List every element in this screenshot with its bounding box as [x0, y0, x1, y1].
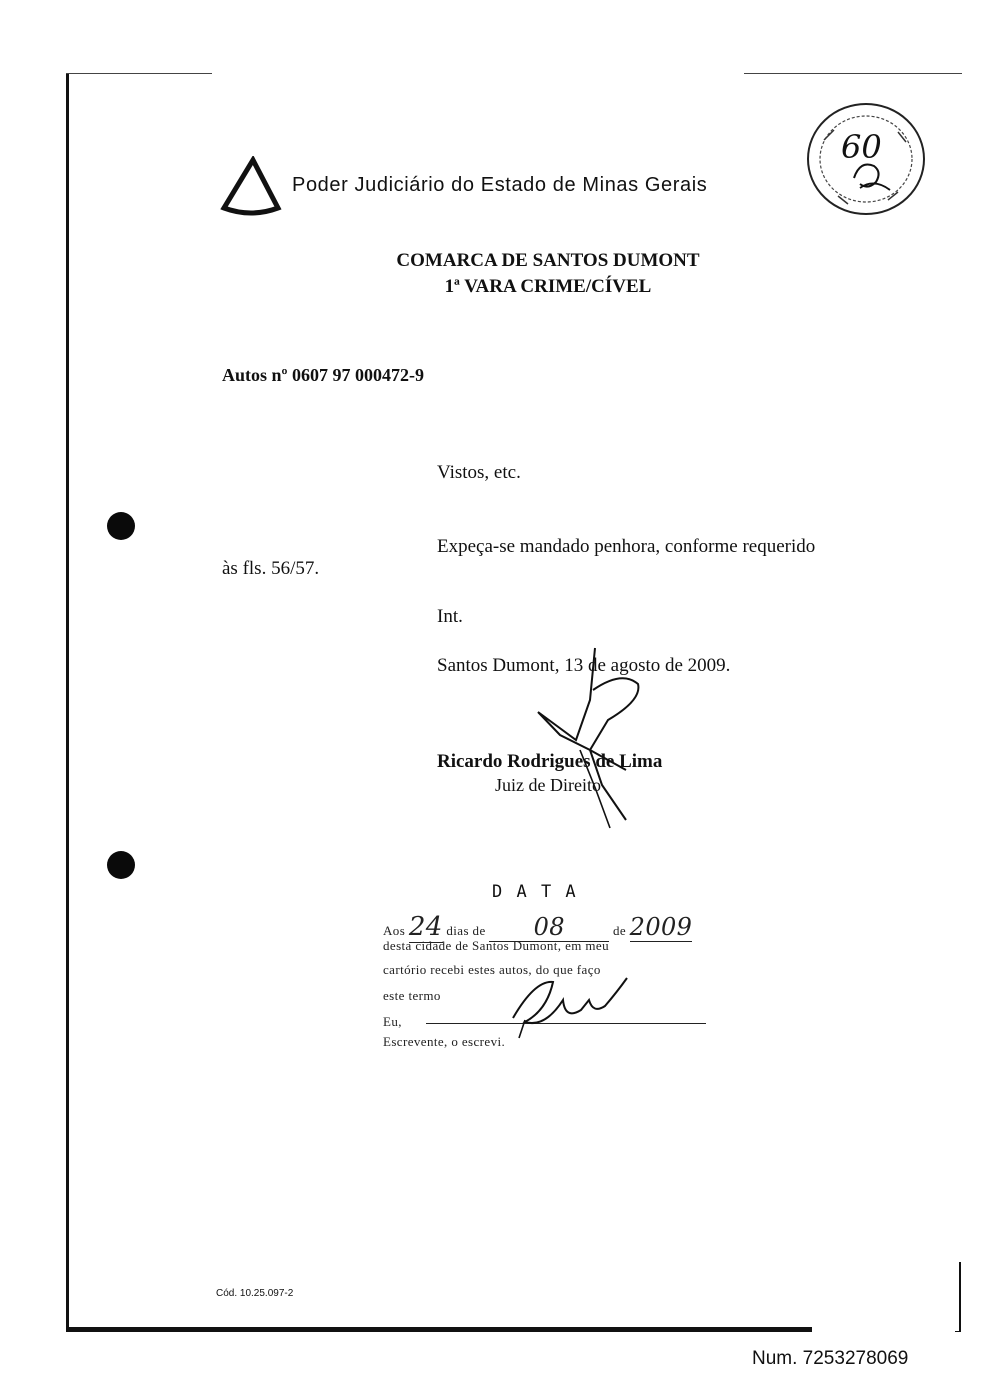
judge-signature — [530, 640, 650, 830]
page-border-right-tick — [955, 1331, 961, 1332]
punch-hole-top — [107, 512, 135, 540]
page-border-right — [959, 1262, 961, 1332]
judge-name: Ricardo Rodrigues de Lima — [437, 751, 663, 772]
stamp-line-4: este termo — [383, 988, 441, 1003]
stamp-year: 2009 — [629, 913, 693, 941]
stamp-line-2: desta cidade de Santos Dumont, em meu — [383, 938, 609, 953]
stamp-month: 08 — [489, 913, 609, 942]
stamp-line-5: Eu, — [383, 1014, 402, 1029]
court-name: COMARCA DE SANTOS DUMONT — [396, 250, 700, 271]
decision-int: Int. — [437, 606, 463, 627]
judge-title: Juiz de Direito — [495, 775, 601, 795]
court-division: 1ª VARA CRIME/CÍVEL — [444, 276, 652, 297]
punch-hole-bottom — [107, 851, 135, 879]
decision-order: Expeça-se mandado penhora, conforme requerido — [437, 536, 816, 557]
stamp-line1-prefix: Aos — [383, 923, 406, 938]
decision-place-date: Santos Dumont, 13 de agosto de 2009. — [437, 655, 731, 676]
clerk-signature — [505, 970, 635, 1050]
stamp-data-label: D A T A — [492, 882, 578, 902]
decision-opening: Vistos, etc. — [437, 462, 521, 483]
decision-order-continuation: às fls. 56/57. — [222, 558, 320, 579]
page-border-top-right — [744, 73, 962, 74]
institution-title: Poder Judiciário do Estado de Minas Gerais — [292, 174, 708, 196]
document-number: Num. 7253278069 — [752, 1348, 909, 1369]
seal-page-number: 60 — [841, 128, 882, 166]
page-border-bottom — [66, 1327, 812, 1332]
stamp-line-6: Escrevente, o escrevi. — [383, 1034, 506, 1049]
court-logo-icon — [220, 156, 282, 218]
stamp-day: 24 — [408, 912, 443, 942]
form-code: Cód. 10.25.097-2 — [216, 1288, 294, 1299]
case-number: Autos nº 0607 97 000472-9 — [222, 365, 424, 385]
stamp-line1-suffix: de — [612, 923, 627, 938]
stamp-line1-mid: dias de — [446, 923, 486, 938]
page-border-top-left — [66, 73, 212, 74]
stamp-line-3: cartório recebi estes autos, do que faço — [383, 962, 601, 977]
